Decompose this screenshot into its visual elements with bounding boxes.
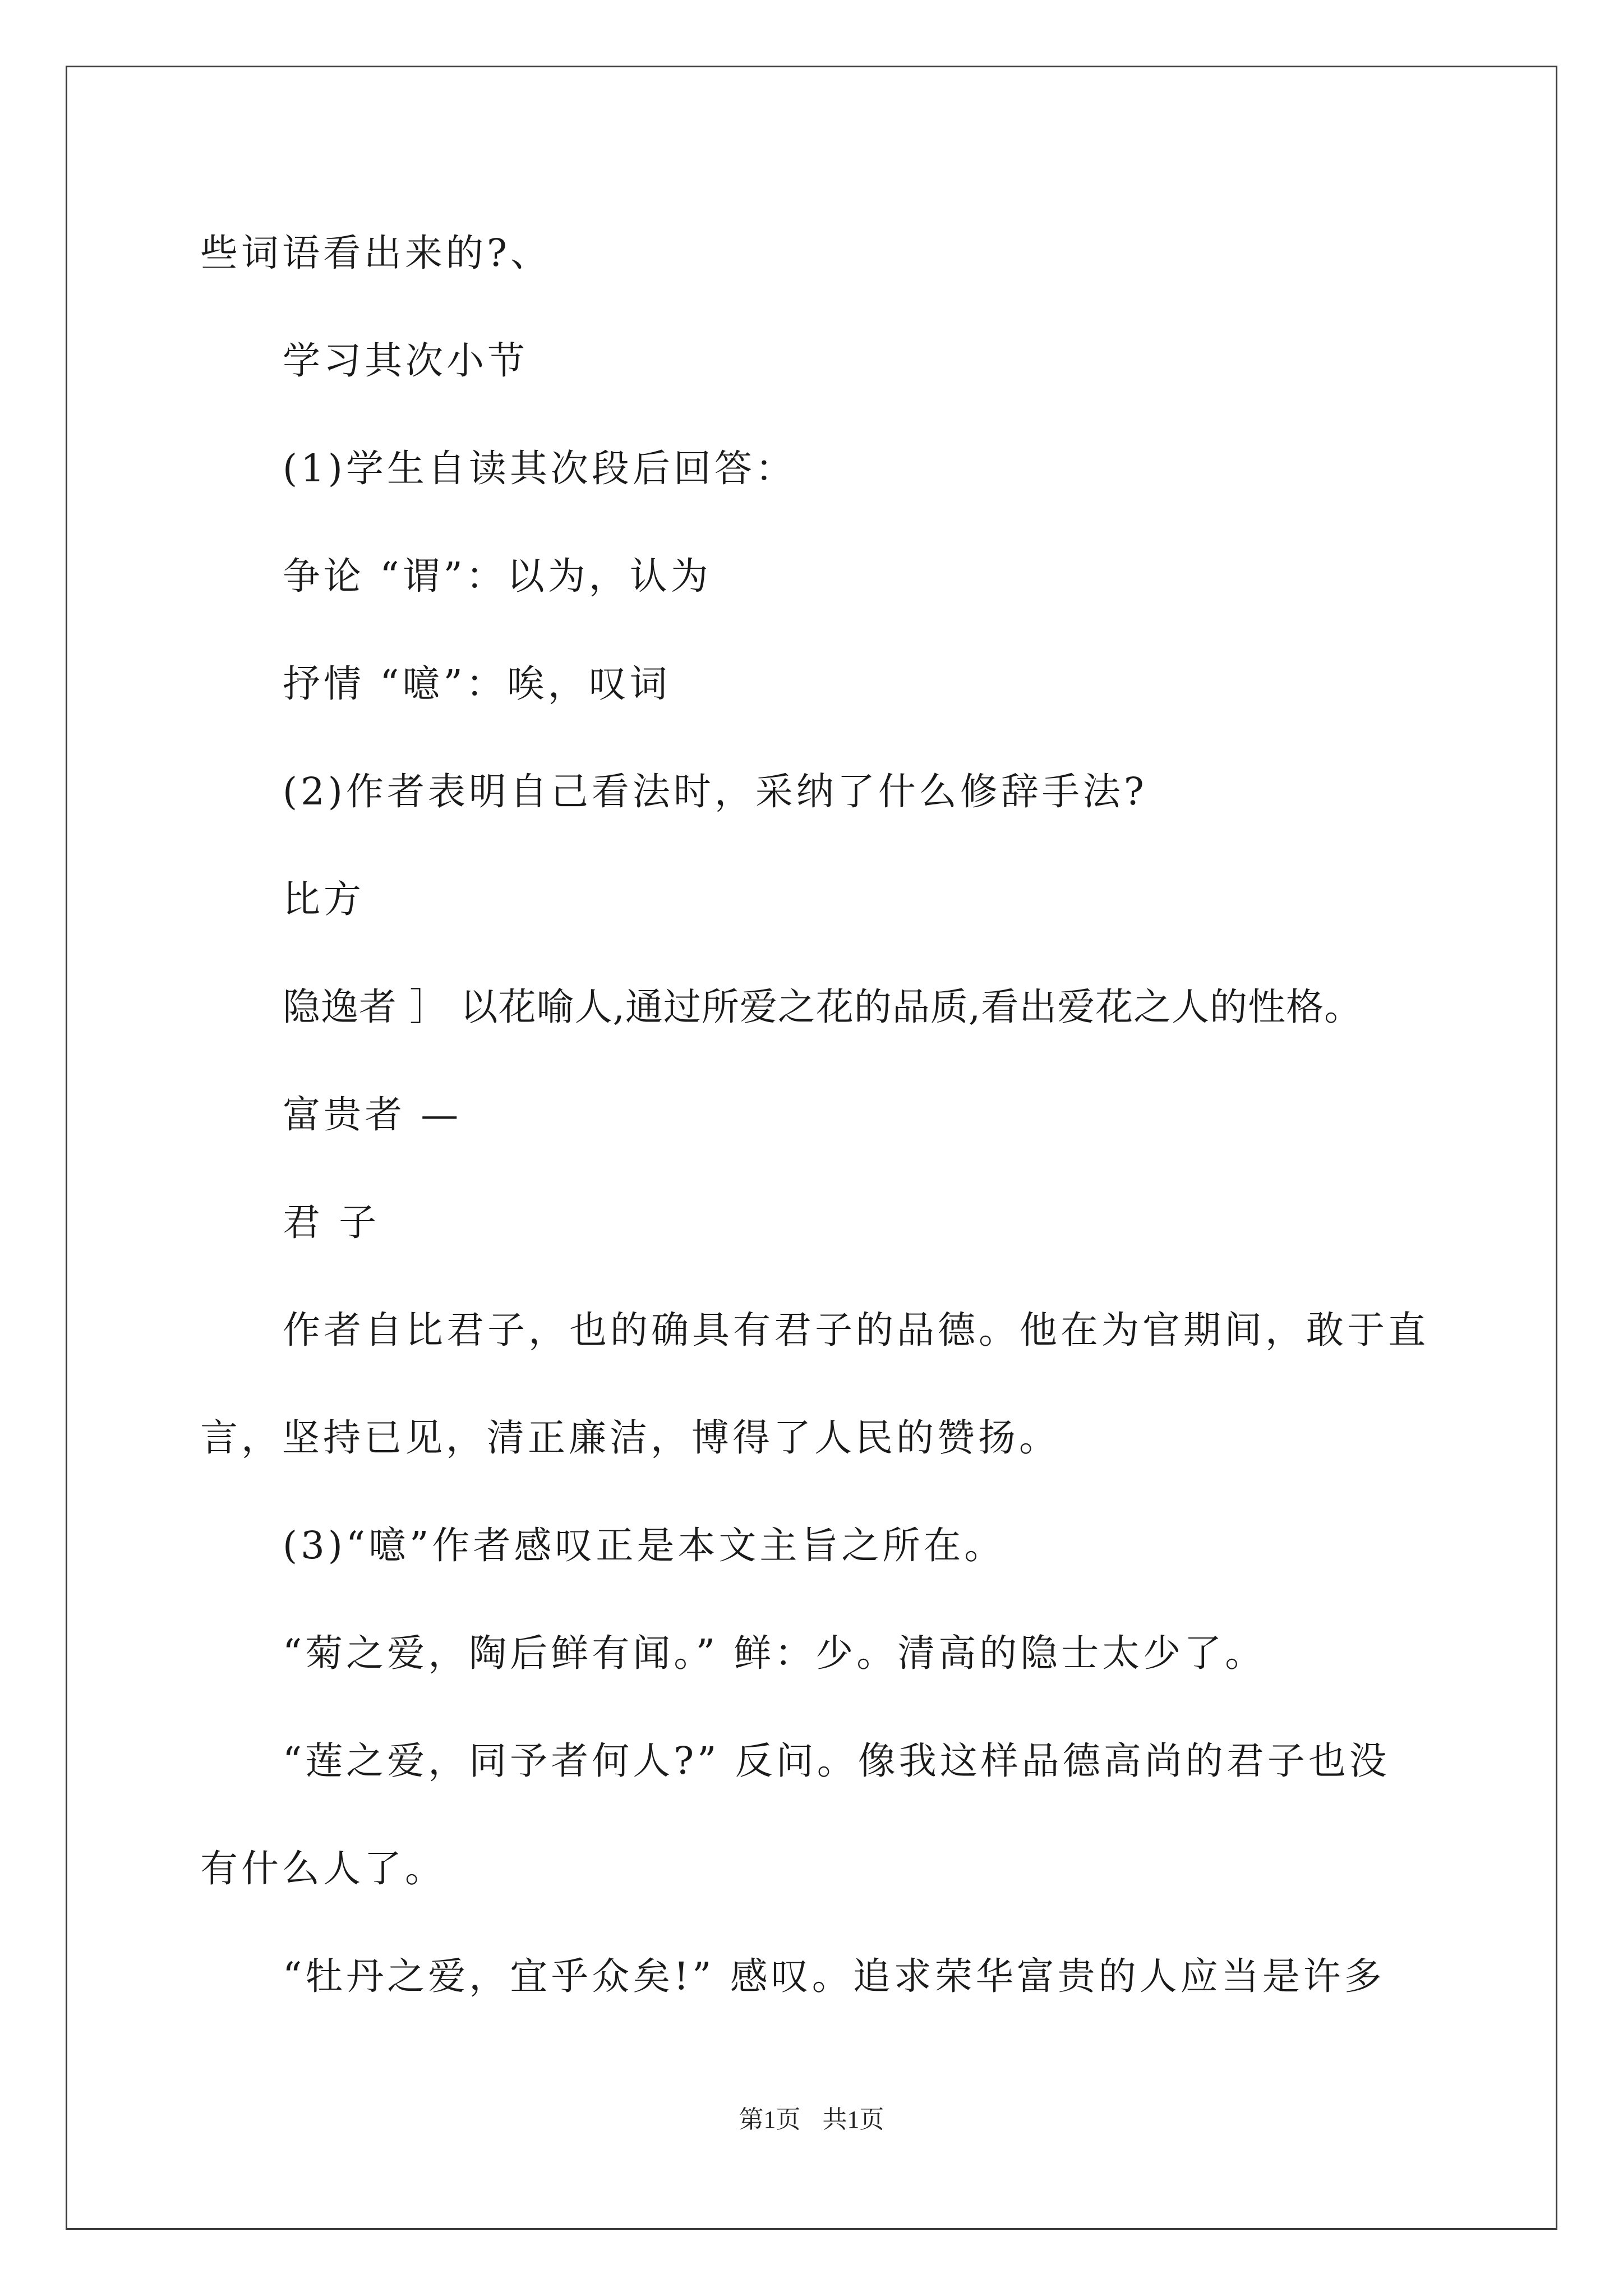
text-line: (1)学生自读其次段后回答： [283, 447, 796, 490]
text-line: “牡丹之爱，宜乎众矣!” 感叹。追求荣华富贵的人应当是许多 [283, 1954, 1385, 1998]
text-line: (3)“噫”作者感叹正是本文主旨之所在。 [283, 1524, 1006, 1567]
page-border [66, 66, 1557, 2230]
text-line: 争论 “谓”：以为，认为 [283, 554, 712, 598]
text-line: 抒情 “噫”：唉，叹词 [283, 662, 671, 706]
text-line: 有什么人了。 [200, 1847, 446, 1890]
text-line: 君 子 [283, 1200, 380, 1244]
text-line: (2)作者表明自己看法时，采纳了什么修辞手法? [283, 770, 1147, 813]
text-line: 隐逸者 ］ 以花喻人,通过所爱之花的品质,看出爱花之人的性格。 [283, 985, 1363, 1029]
page-number: 第1页 [739, 2106, 801, 2133]
text-line: “莲之爱，同予者何人?” 反问。像我这样品德高尚的君子也没 [283, 1739, 1390, 1783]
page-footer [0, 2099, 1623, 2135]
text-line: 言，坚持已见，清正廉洁，博得了人民的赞扬。 [200, 1416, 1060, 1460]
text-line: 富贵者 — [283, 1093, 462, 1137]
text-line: “菊之爱，陶后鲜有闻。” 鲜：少。清高的隐士太少了。 [283, 1631, 1266, 1675]
text-line: 学习其次小节 [283, 339, 528, 383]
text-line: 比方 [283, 877, 365, 921]
text-line: 作者自比君子，也的确具有君子的品德。他在为官期间，敢于直 [283, 1308, 1429, 1352]
page-total: 共1页 [822, 2106, 884, 2133]
text-line: 些词语看出来的?、 [200, 231, 551, 275]
